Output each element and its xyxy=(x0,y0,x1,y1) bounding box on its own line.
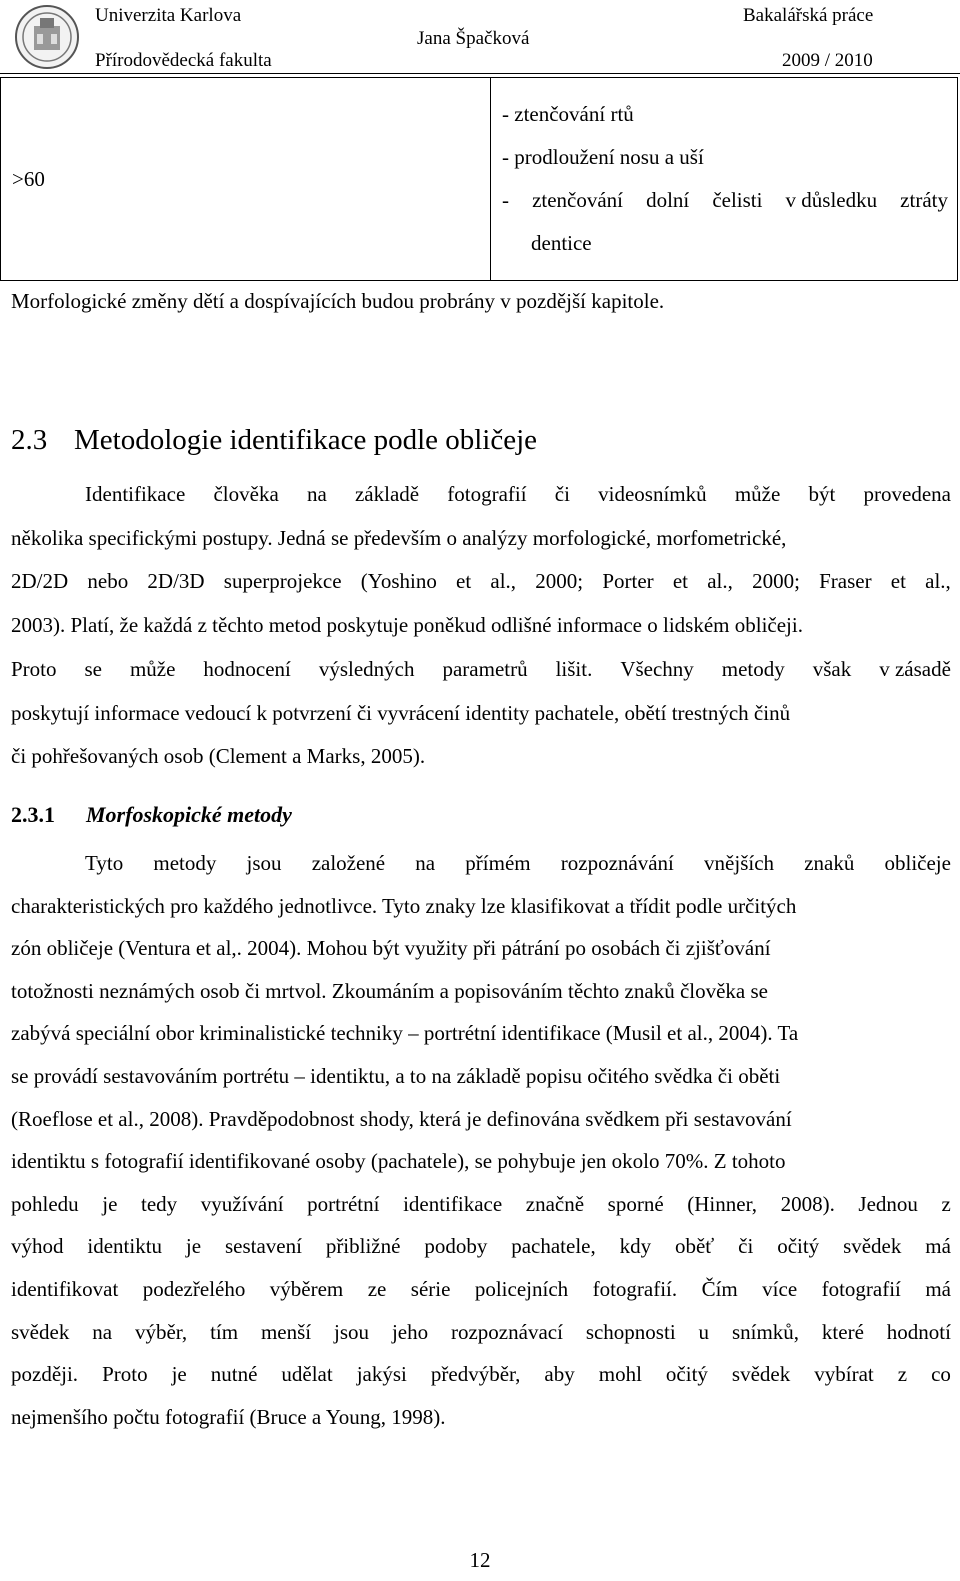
word: svědek xyxy=(731,1362,791,1387)
word: podoby xyxy=(424,1234,488,1259)
word: dolní xyxy=(646,188,690,212)
word: však xyxy=(812,656,852,681)
word: snímků, xyxy=(731,1319,800,1344)
word: (Hinner, xyxy=(687,1191,757,1216)
word: výběr, xyxy=(134,1319,188,1344)
word: má xyxy=(925,1277,951,1301)
word: Fraser xyxy=(819,569,872,594)
word: Čím xyxy=(701,1277,738,1301)
changes-cell xyxy=(491,78,958,281)
word: má xyxy=(925,1234,951,1259)
word: al., xyxy=(925,569,951,594)
word: metody xyxy=(153,851,217,875)
word: vybírat xyxy=(814,1362,874,1387)
word: výsledných xyxy=(318,656,415,681)
word: rozpoznávání xyxy=(560,851,674,875)
text-line xyxy=(11,1318,951,1346)
word: obličeje xyxy=(884,851,951,875)
word: z xyxy=(941,1191,951,1216)
header-university: Univerzita Karlova xyxy=(95,5,242,26)
word: přibližné xyxy=(325,1234,401,1259)
word: je xyxy=(171,1362,187,1387)
word: může xyxy=(734,482,781,506)
word: co xyxy=(931,1362,951,1387)
table-row xyxy=(1,78,958,281)
word: svědek xyxy=(11,1319,70,1344)
word: rozpoznávací xyxy=(450,1319,563,1344)
text-line: 2003). Platí, že každá z těchto metod poskytuje poněkud odlišné informace o lidském obličeji. xyxy=(11,613,803,638)
word: et xyxy=(890,569,906,594)
text-line: poskytují informace vedoucí k potvrzení či vyvrácení identity pachatele, obětí trestných činů xyxy=(11,700,791,725)
word: využívání xyxy=(200,1191,284,1216)
header-academic-year: 2009 / 2010 xyxy=(782,50,873,71)
word: znaků xyxy=(804,851,855,875)
word: ztráty xyxy=(900,188,948,212)
text-line xyxy=(85,849,951,877)
word: jsou xyxy=(334,1319,370,1344)
word: založené xyxy=(311,851,386,875)
word: schopnosti xyxy=(585,1319,676,1344)
word: výhod xyxy=(11,1234,64,1259)
header-divider xyxy=(0,73,960,74)
word: předvýběr, xyxy=(430,1362,521,1387)
word: přímém xyxy=(465,851,531,875)
word: et xyxy=(456,569,472,594)
word: Identifikace xyxy=(85,482,186,506)
word: později. xyxy=(11,1362,79,1387)
age-changes-table xyxy=(0,77,958,281)
word: identifikovat xyxy=(11,1277,119,1301)
word: v zásadě xyxy=(879,656,951,681)
word: metody xyxy=(721,656,785,681)
word: portrétní xyxy=(307,1191,380,1216)
word: 2000; xyxy=(752,569,800,594)
word: policejních xyxy=(474,1277,569,1301)
word: (Yoshino xyxy=(360,569,437,594)
word: podezřelého xyxy=(142,1277,246,1301)
word: ze xyxy=(367,1277,387,1301)
word: je xyxy=(102,1191,118,1216)
word: 2D/2D xyxy=(11,569,69,594)
word: fotografií xyxy=(821,1277,901,1301)
text-line xyxy=(11,1232,951,1260)
word: Proto xyxy=(11,656,57,681)
word: jsou xyxy=(246,851,282,875)
word: - xyxy=(502,188,509,212)
word: fotografií xyxy=(447,482,527,506)
word: nutné xyxy=(210,1362,258,1387)
word: Proto xyxy=(102,1362,148,1387)
word: identiktu xyxy=(87,1234,163,1259)
word: je xyxy=(185,1234,202,1259)
word: Porter xyxy=(602,569,654,594)
text-line: se provádí sestavováním portrétu – identiktu, a to na základě popisu očitého svědka či oběti xyxy=(11,1064,781,1088)
word: série xyxy=(410,1277,451,1301)
word: sporné xyxy=(607,1191,664,1216)
word: které xyxy=(821,1319,864,1344)
word: 2D/3D xyxy=(147,569,205,594)
intro-paragraph: Morfologické změny dětí a dospívajících budou probrány v pozdější kapitole. xyxy=(11,289,665,313)
list-item: - prodloužení nosu a uší xyxy=(502,145,704,169)
word: parametrů xyxy=(442,656,528,681)
text-line: (Roeflose et al., 2008). Pravděpodobnost shody, která je definována svědkem při sestavování xyxy=(11,1106,792,1131)
word: pachatele, xyxy=(511,1234,596,1259)
page-number: 12 xyxy=(469,1548,491,1572)
word: 2008). xyxy=(780,1191,835,1216)
text-line xyxy=(11,1275,951,1303)
word: superprojekce xyxy=(223,569,342,594)
word: výběrem xyxy=(269,1277,344,1301)
text-line xyxy=(11,1190,951,1218)
word: nebo xyxy=(87,569,129,594)
word: na xyxy=(92,1319,113,1344)
university-seal-icon xyxy=(12,4,82,70)
word: fotografií. xyxy=(592,1277,678,1301)
word: svědek xyxy=(843,1234,902,1259)
subsection-title: Morfoskopické metody xyxy=(86,802,292,827)
word: očitý xyxy=(777,1234,820,1259)
word: v důsledku xyxy=(785,188,878,212)
word: hodnocení xyxy=(203,656,291,681)
word: mohl xyxy=(598,1362,642,1387)
word: jakýsi xyxy=(356,1362,407,1387)
word: být xyxy=(808,482,836,506)
text-line xyxy=(11,1360,951,1388)
word: očitý xyxy=(665,1362,708,1387)
word: na xyxy=(306,482,327,506)
word: al., xyxy=(490,569,517,594)
header-faculty: Přírodovědecká fakulta xyxy=(95,50,272,71)
word: aby xyxy=(544,1362,575,1387)
text-line: či pohřešovaných osob (Clement a Marks, 2005). xyxy=(11,744,426,769)
text-line xyxy=(11,567,951,595)
word: udělat xyxy=(281,1362,333,1387)
subsection-number: 2.3.1 xyxy=(11,802,55,827)
word: u xyxy=(698,1319,710,1344)
text-line: totožnosti neznámých osob či mrtvol. Zkoumáním a popisováním těchto znaků člověka se xyxy=(11,978,768,1003)
word: tím xyxy=(210,1319,239,1344)
word: může xyxy=(129,656,176,681)
text-line: několika specifickými postupy. Jedná se především o analýzy morfologické, morfometrické, xyxy=(11,525,787,550)
word: Jednou xyxy=(858,1191,918,1216)
word: Všechny xyxy=(620,656,694,681)
text-line: zabývá speciální obor kriminalistické techniky – portrétní identifikace (Musil et al., 2004). Ta xyxy=(11,1021,799,1046)
word: provedena xyxy=(863,482,951,506)
text-line: identiktu s fotografií identifikované osoby (pachatele), se pohybuje jen okolo 70%. Z tohoto xyxy=(11,1149,786,1174)
word: kdy xyxy=(619,1234,652,1259)
word: vnějších xyxy=(704,851,775,875)
word: et xyxy=(672,569,688,594)
word: na xyxy=(415,851,436,875)
list-item: - ztenčování rtů xyxy=(502,102,634,126)
word: hodnotí xyxy=(886,1319,951,1344)
section-title: Metodologie identifikace podle obličeje xyxy=(74,424,538,456)
age-cell: >60 xyxy=(1,78,491,281)
header-author: Jana Špačková xyxy=(417,28,530,49)
word: sestavení xyxy=(224,1234,302,1259)
section-heading xyxy=(11,424,537,457)
word: značně xyxy=(525,1191,585,1216)
word: al., xyxy=(707,569,733,594)
text-line: charakteristických pro každého jednotlivce. Tyto znaky lze klasifikovat a třídit podle určitých xyxy=(11,893,797,918)
subsection-heading xyxy=(11,802,292,828)
word: základě xyxy=(354,482,420,506)
word: se xyxy=(84,656,102,681)
word: videosnímků xyxy=(598,482,707,506)
text-line xyxy=(11,655,951,683)
word: z xyxy=(897,1362,908,1387)
word: jeho xyxy=(391,1319,429,1344)
list-item: dentice xyxy=(531,231,592,255)
word: člověka xyxy=(213,482,279,506)
word: menší xyxy=(260,1319,312,1344)
text-line: zón obličeje (Ventura et al,. 2004). Mohou být využity při pátrání po osobách či zjišťování xyxy=(11,936,771,961)
header-thesis-type: Bakalářská práce xyxy=(743,5,874,26)
list-item xyxy=(502,179,948,222)
word: identifikace xyxy=(403,1191,503,1216)
word: oběť xyxy=(674,1234,715,1259)
text-line xyxy=(85,480,951,508)
word: lišit. xyxy=(555,656,593,681)
word: ztenčování xyxy=(532,188,624,212)
section-number: 2.3 xyxy=(11,424,48,456)
word: Tyto xyxy=(85,851,124,875)
word: či xyxy=(554,482,570,506)
word: 2000; xyxy=(535,569,584,594)
text-line: nejmenšího počtu fotografií (Bruce a Young, 1998). xyxy=(11,1404,446,1429)
word: pohledu xyxy=(11,1191,79,1216)
word: tedy xyxy=(141,1191,178,1216)
word: čelisti xyxy=(712,188,763,212)
word: či xyxy=(738,1234,754,1259)
word: více xyxy=(762,1277,798,1301)
